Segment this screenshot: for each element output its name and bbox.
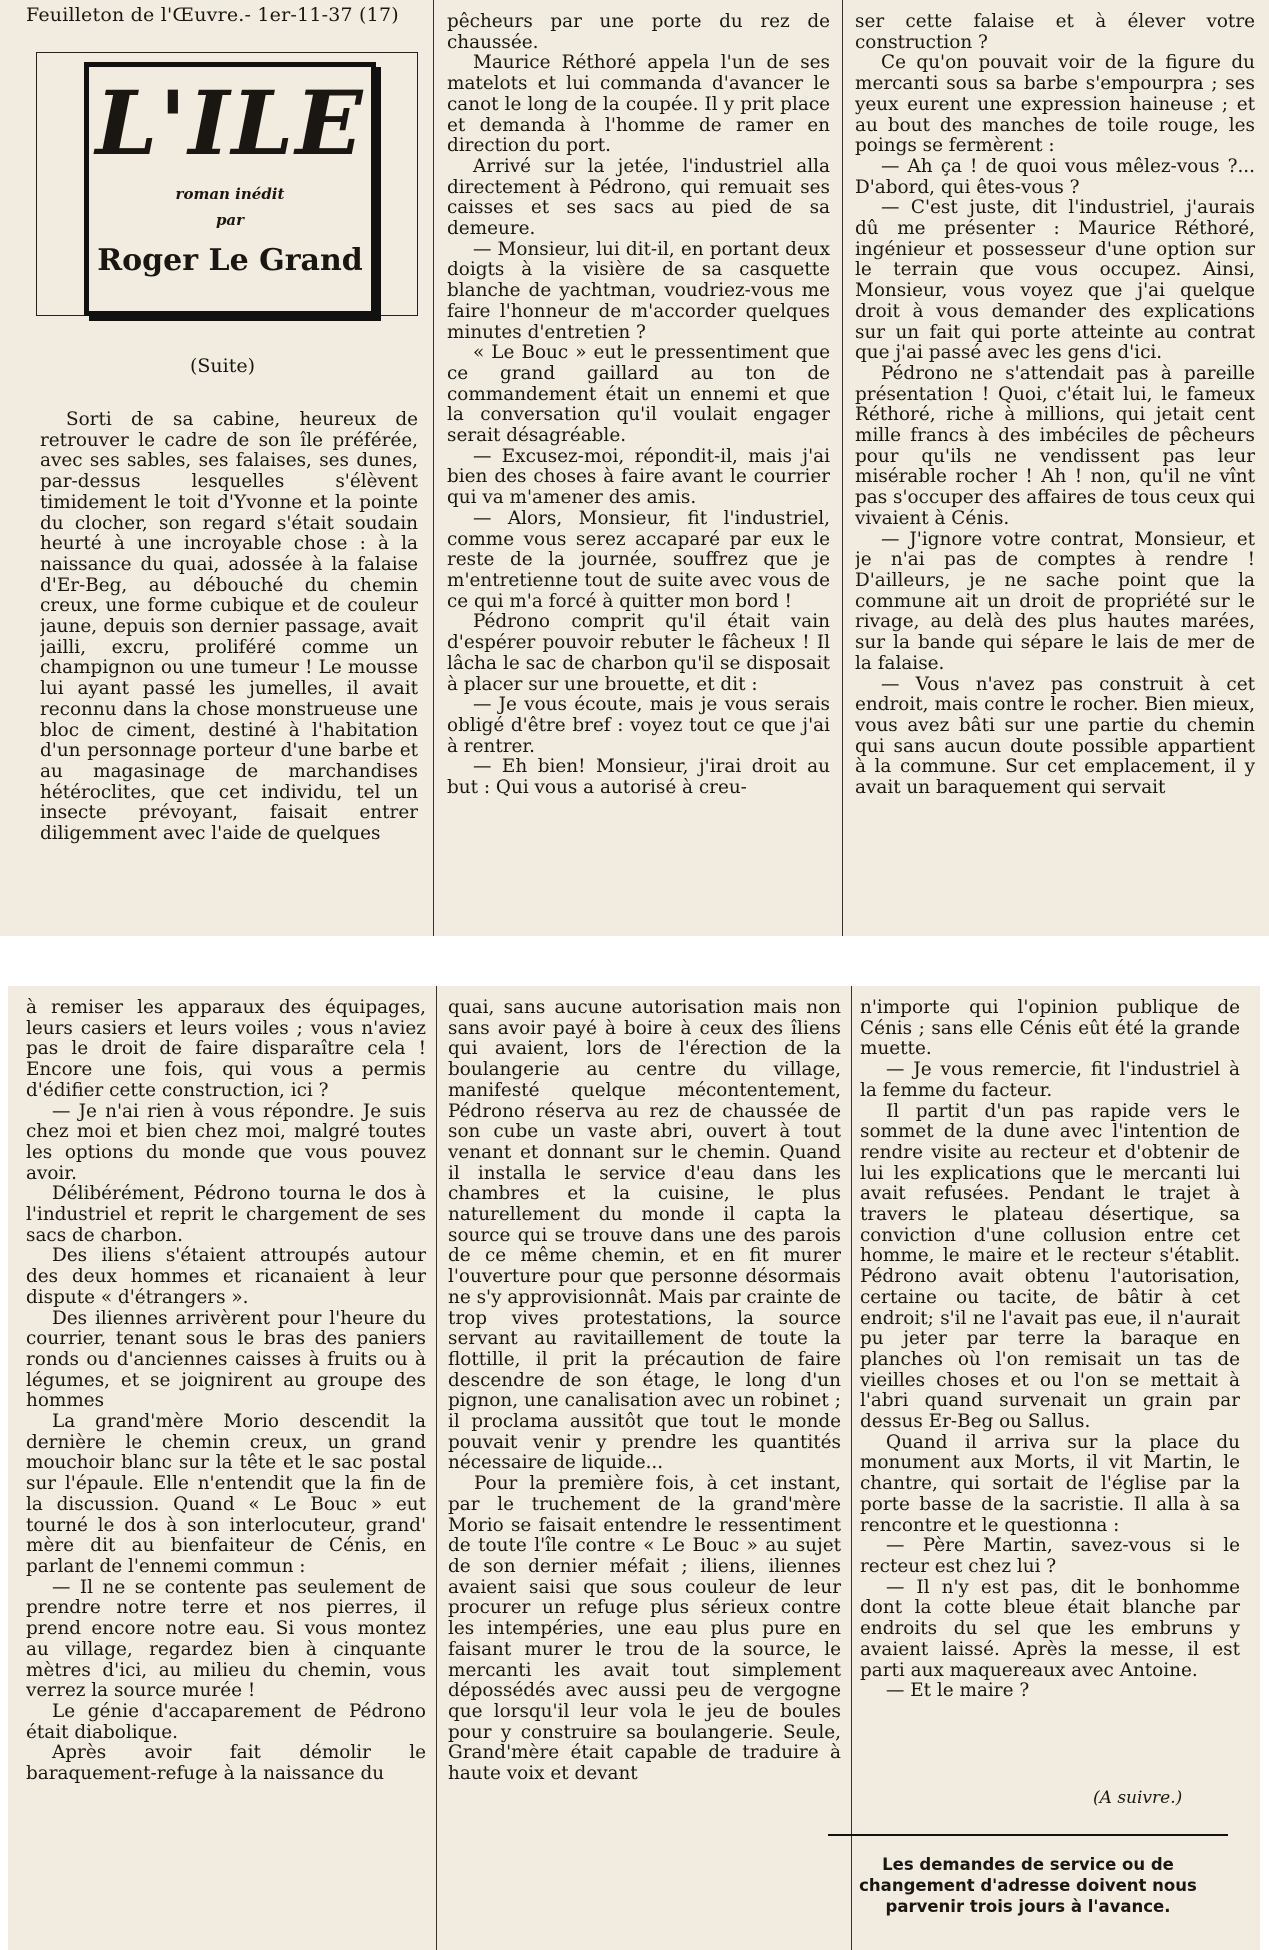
paragraph: — Monsieur, lui dit-il, en portant deux doigts à la visière de sa casquette blanche de yachtman, voudriez-vous me faire l'honneur de m'accorder quelques minutes d'entretien ? (447, 238, 830, 343)
author-name: Roger Le Grand (97, 243, 363, 278)
novel-subtitle: roman inédit (175, 185, 285, 203)
title-block (84, 62, 376, 316)
paragraph: Maurice Réthoré appela l'un de ses matelots et lui commanda d'avancer le canot le long de la coupée. Il y prit place et demanda à l'homme de ramer en direction du port. (447, 52, 830, 157)
novel-title: L'ILE (95, 71, 365, 175)
bottom-column-1 (26, 998, 426, 1948)
paragraph: Après avoir fait démolir le baraquement-refuge à la naissance du (26, 1742, 426, 1785)
paragraph: — Ah ça ! de quoi vous mêlez-vous ?... D'abord, qui êtes-vous ? (855, 155, 1255, 198)
paragraph: Des iliens s'étaient attroupés autour des deux hommes et ricanaient à leur dispute « d'étrangers ». (26, 1245, 426, 1308)
paragraph: « Le Bouc » eut le pressentiment que ce grand gaillard au ton de commandement était un ennemi et que la conversation qu'il voulait engager serait désagréable. (447, 342, 830, 447)
suite-label: (Suite) (190, 355, 256, 377)
paragraph: — Excusez-moi, répondit-il, mais j'ai bien des choses à faire avant le courrier qui va m'amener des amis. (447, 445, 830, 509)
paragraph: quai, sans aucune autorisation mais non sans avoir payé à boire à ceux des îliens qui avaient, lors de l'érection de la boulangerie au centre du village, manifesté quelque mécontentement, Pédrono réserva au rez de chaussée de son cube un vaste abri, ouvert à tout venant et donnant sur le chemin. Quand il installa le service d'eau dans les chambres et la cuisine, le plus naturellement du monde il capta la source qui se trouve dans une des parois de ce même chemin, et en fit murer l'ouverture pour que personne désormais ne s'y approvisionnât. Mais par crainte de trop vives protestations, la source servant au ravitaillement de toute la flottille, il prit la précaution de faire descendre de son étage, le long d'un pignon, une canalisation avec un robinet ; il proclama aussitôt que tout le monde pouvait venir y prendre les quantités nécessaire de liquide... (448, 998, 841, 1474)
top-column-2 (447, 12, 830, 932)
paragraph: Le génie d'accaparement de Pédrono était diabolique. (26, 1700, 426, 1743)
clipping-bottom (8, 986, 1260, 1950)
masthead: Feuilleton de l'Œuvre.- 1er-11-37 (17) (26, 4, 399, 26)
paragraph: Des iliennes arrivèrent pour l'heure du courrier, tenant sous le bras des paniers ronds ou d'anciennes caisses à fruits ou à légumes, et se joignirent au groupe des hommes (26, 1307, 426, 1412)
subscription-notice: Les demandes de service ou de changement d'adresse doivent nous parvenir trois jours à l'avance. (828, 1834, 1228, 1917)
paragraph: Pédrono ne s'attendait pas à pareille présentation ! Quoi, c'était lui, le fameux Réthoré, riche à millions, qui jetait cent mille francs à des imbéciles de pêcheurs pour qu'ils ne vendissent pas leur misérable rocher ! Ah ! non, qu'il ne vînt pas s'occuper des affaires de tous ceux qui vivaient à Cénis. (855, 362, 1255, 529)
paragraph: — Eh bien! Monsieur, j'irai droit au but : Qui vous a autorisé à creu- (447, 756, 830, 799)
paragraph: Pour la première fois, à cet instant, par le truchement de la grand'mère Morio se faisait entendre le ressentiment de toute l'île contre « Le Bouc » au sujet de son dernier méfait ; iliens, iliennes avaient saisi que sous couleur de leur procurer un refuge plus sérieux contre les intempéries, une eau plus pure en faisant murer le trou de la source, le mercanti les avait tout simplement dépossédés avec aussi peu de vergogne que lorsqu'il leur vola le jeu de boules pour y construire sa boulangerie. Seule, Grand'mère était capable de traduire à haute voix et devant (448, 1473, 841, 1785)
paragraph: — Je n'ai rien à vous répondre. Je suis chez moi et bien chez moi, malgré toutes les options du monde que vous pouvez avoir. (26, 1100, 426, 1184)
paragraph: Il partit d'un pas rapide vers le sommet de la dune avec l'intention de rendre visite au recteur et d'obtenir de lui les explications que le mercanti lui avait refusées. Pendant le trajet à travers le plateau désertique, sa conviction d'une collusion entre cet homme, le maire et le recteur s'établit. Pédrono avait obtenu l'autorisation, certaine ou tacite, de bâtir à cet endroit; s'il ne l'avait pas eue, il n'aurait pu jeter par terre la baraque en planches où l'on remisait un tas de vieilles choses et ou l'on se mettait à l'abri quand survenait un grain par dessus Er-Beg ou Sallus. (860, 1100, 1240, 1433)
paragraph: Sorti de sa cabine, heureux de retrouver le cadre de son île préférée, avec ses sables, ses falaises, ses dunes, par-dessus lesquelles s'élèvent timidement le toit d'Yvonne et la pointe du clocher, son regard s'était soudain heurté à une incroyable chose : à la naissance du quai, adossée à la falaise d'Er-Beg, au débouché du chemin creux, une forme cubique et de couleur jaune, depuis son dernier passage, avait jailli, excru, proliféré comme un champignon ou une tumeur ! Le mousse lui ayant passé les jumelles, il avait reconnu dans la chose monstrueuse une bloc de ciment, destiné à l'habitation d'un personnage porteur d'une barbe et au magasinage de marchandises hétéroclites, que cet individu, tel un insecte prévoyant, faisait entrer diligemment avec l'aide de quelques (40, 410, 418, 845)
paragraph: — C'est juste, dit l'industriel, j'aurais dû me présenter : Maurice Réthoré, ingénieur et possesseur d'une option sur le terrain que vous occupez. Ainsi, Monsieur, vous voyez que j'ai quelque droit à vous demander des explications sur un fait qui porte atteinte au contrat que j'ai passé avec les gens d'ici. (855, 197, 1255, 364)
column-rule (842, 0, 843, 936)
paragraph: à remiser les apparaux des équipages, leurs casiers et leurs voiles ; vous n'aviez pas le droit de faire disparaître cela ! Encore une fois, qui vous a permis d'édifier cette construction, ici ? (26, 998, 426, 1101)
bottom-column-2 (448, 998, 841, 1948)
paragraph: pêcheurs par une porte du rez de chaussée. (447, 12, 830, 53)
paragraph: — Je vous remercie, fit l'industriel à la femme du facteur. (860, 1059, 1240, 1101)
paragraph: — Il ne se contente pas seulement de prendre notre terre et nos pierres, il prend encore notre eau. Si vous montez au village, regardez bien à cinquante mètres d'ici, au milieu du chemin, vous verrez la source murée ! (26, 1576, 426, 1702)
paragraph: Ce qu'on pouvait voir de la figure du mercanti sous sa barbe s'empourpra ; ses yeux eurent une expression haineuse ; et au bout des manches de toile rouge, les poings se fermèrent : (855, 52, 1255, 157)
paragraph: Quand il arriva sur la place du monument aux Morts, il vit Martin, le chantre, qui sortait de l'église par la porte basse de la sacristie. Il alla à sa rencontre et le questionna : (860, 1431, 1240, 1536)
paragraph: — Vous n'avez pas construit à cet endroit, mais contre le rocher. Bien mieux, vous avez bâti sur une partie du chemin qui sans aucun doute possible appartient à la commune. Sur cet emplacement, il y avait un baraquement qui servait (855, 673, 1255, 799)
paragraph: — J'ignore votre contrat, Monsieur, et je n'ai pas de comptes à rendre ! D'ailleurs, je ne sache point que la commune ait un droit de propriété sur le rivage, au delà des plus hautes marées, sur la bande qui sépare le lais de mer de la falaise. (855, 528, 1255, 674)
bottom-column-3 (860, 998, 1240, 1828)
paragraph: La grand'mère Morio descendit la dernière le chemin creux, un grand mouchoir blanc sur la tête et le sac postal sur l'épaule. Elle n'entendit que la fin de la discussion. Quand « Le Bouc » eut tourné le dos à son interlocuteur, grand' mère dit au bienfaiteur de Cénis, en parlant de l'ennemi commun : (26, 1411, 426, 1577)
column-rule (436, 986, 437, 1950)
clipping-top (0, 0, 1269, 936)
paragraph: Délibérément, Pédrono tourna le dos à l'industriel et reprit le chargement de ses sacs de charbon. (26, 1183, 426, 1246)
paragraph: — Alors, Monsieur, fit l'industriel, comme vous serez accaparé par eux le reste de la journée, souffrez que je m'entretienne tout de suite avec vous de ce qui m'a forcé à quitter mon bord ! (447, 507, 830, 612)
paragraph: — Il n'y est pas, dit le bonhomme dont la cotte bleue était blanche par endroits du sel que les embruns y avaient laissé. Après la messe, il est parti aux maquereaux avec Antoine. (860, 1576, 1240, 1681)
paragraph: — Et le maire ? (886, 1680, 1030, 1702)
paragraph: — Je vous écoute, mais je vous serais obligé d'être bref : voyez tout ce que j'ai à rentrer. (447, 694, 830, 757)
top-column-1 (40, 410, 418, 930)
paragraph: Arrivé sur la jetée, l'industriel alla directement à Pédrono, qui remuait ses caisses et ses sacs au pied de sa demeure. (447, 155, 830, 240)
paragraph: — Père Martin, savez-vous si le recteur est chez lui ? (860, 1535, 1240, 1577)
a-suivre-label: (A suivre.) (1093, 1788, 1183, 1808)
paragraph: ser cette falaise et à élever votre construction ? (855, 12, 1255, 53)
column-rule (851, 986, 852, 1950)
column-rule (433, 0, 434, 936)
paragraph: Pédrono comprit qu'il était vain d'espérer pouvoir rebuter le fâcheux ! Il lâcha le sac de charbon qu'il se disposait à placer sur une brouette, et dit : (447, 611, 830, 695)
top-column-3 (855, 12, 1255, 932)
byline-par: par (215, 211, 245, 229)
paragraph: n'importe qui l'opinion publique de Cénis ; sans elle Cénis eût été la grande muette. (860, 998, 1240, 1060)
